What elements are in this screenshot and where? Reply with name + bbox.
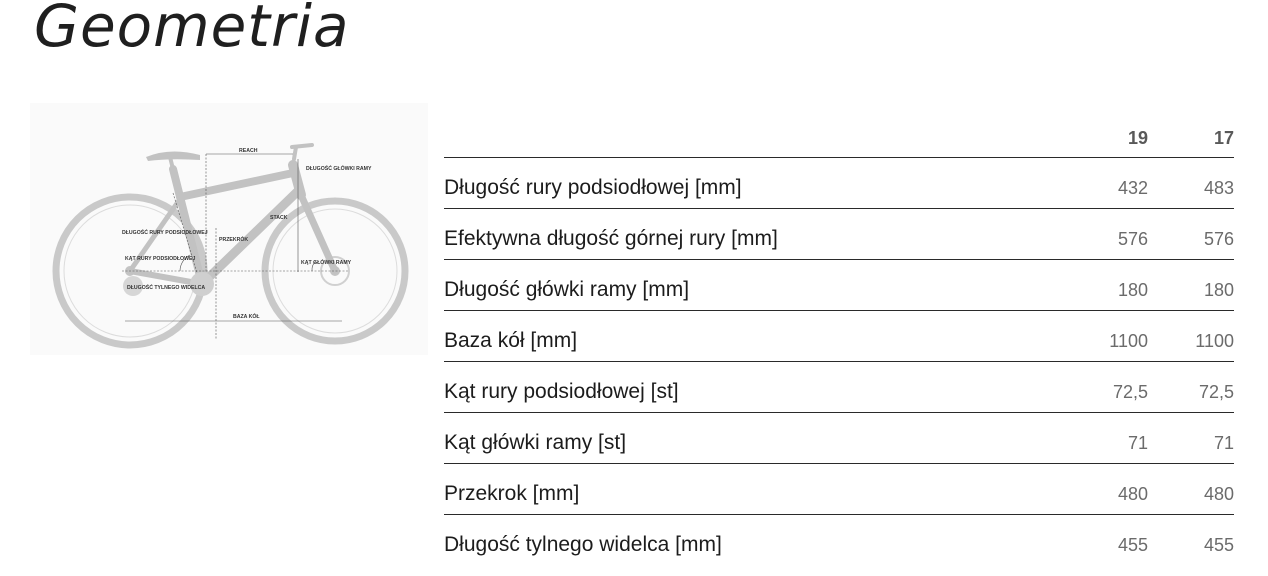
- table-header: [444, 122, 1234, 158]
- row-label: Długość główki ramy [mm]: [444, 278, 690, 301]
- table-row: [444, 209, 1234, 260]
- row-label: Długość tylnego widelca [mm]: [444, 533, 722, 556]
- row-value-17: 483: [1203, 178, 1234, 198]
- diagram-label-head-tube-angle: KĄT GŁÓWKI RAMY: [301, 260, 352, 266]
- diagram-label-reach: REACH: [239, 148, 258, 154]
- table-row: [444, 158, 1234, 209]
- crank-shape: [190, 272, 214, 296]
- row-value-19: 1100: [1109, 331, 1148, 351]
- table-row: [444, 515, 1234, 565]
- row-value-19: 576: [1117, 229, 1148, 249]
- row-label: Baza kół [mm]: [444, 329, 578, 352]
- row-value-19: 480: [1117, 484, 1148, 504]
- row-value-19: 180: [1117, 280, 1148, 300]
- diagram-label-chainstay: DŁUGOŚĆ TYLNEGO WIDELCA: [127, 285, 206, 291]
- table-row: [444, 413, 1234, 464]
- table-row: [444, 362, 1234, 413]
- row-value-17: 1100: [1195, 331, 1234, 351]
- row-value-17: 455: [1203, 535, 1234, 555]
- saddle-shape: [146, 151, 200, 161]
- row-value-17: 480: [1203, 484, 1234, 504]
- page-title: Geometria: [34, 0, 350, 60]
- bike-geometry-diagram: [30, 103, 428, 355]
- size-header-17: 17: [1213, 128, 1234, 148]
- row-value-19: 432: [1117, 178, 1148, 198]
- row-value-17: 180: [1203, 280, 1234, 300]
- row-value-19: 72,5: [1112, 382, 1148, 402]
- diagram-label-seat-tube-angle: KĄT RURY PODSIODŁOWEJ: [125, 256, 196, 262]
- bike-geometry-svg: [30, 103, 428, 355]
- row-value-17: 576: [1203, 229, 1234, 249]
- diagram-label-seat-tube-length: DŁUGOŚĆ RURY PODSIODŁOWEJ: [122, 230, 208, 236]
- table-row: [444, 311, 1234, 362]
- row-value-17: 72,5: [1198, 382, 1234, 402]
- table-row: [444, 464, 1234, 515]
- row-value-19: 455: [1117, 535, 1148, 555]
- size-header-19: 19: [1127, 128, 1148, 148]
- row-label: Kąt rury podsiodłowej [st]: [444, 380, 679, 403]
- row-label: Przekrok [mm]: [444, 482, 580, 505]
- geometry-table: [444, 122, 1234, 565]
- diagram-label-stack: STACK: [270, 215, 288, 221]
- row-value-17: 71: [1213, 433, 1234, 453]
- diagram-label-standover: PRZEKRÓK: [219, 237, 249, 243]
- row-label: Kąt główki ramy [st]: [444, 431, 627, 454]
- diagram-label-head-tube-length: DŁUGOŚĆ GŁÓWKI RAMY: [306, 166, 372, 172]
- row-value-19: 71: [1127, 433, 1148, 453]
- row-label: Efektywna długość górnej rury [mm]: [444, 227, 778, 250]
- row-label: Długość rury podsiodłowej [mm]: [444, 176, 742, 199]
- table-row: [444, 260, 1234, 311]
- diagram-label-wheelbase: BAZA KÓŁ: [233, 314, 260, 320]
